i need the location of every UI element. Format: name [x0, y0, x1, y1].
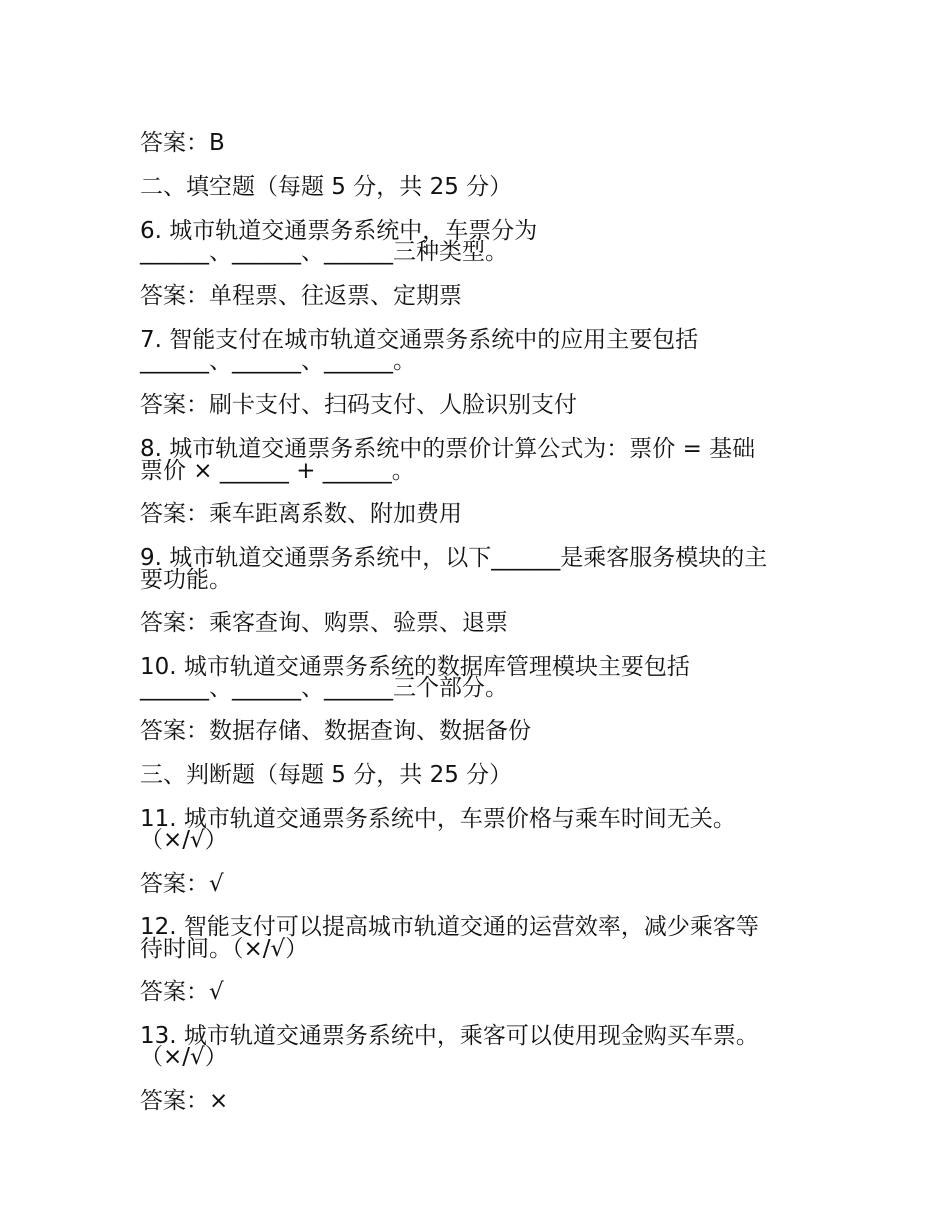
answer-line: 答案：B [140, 130, 225, 156]
answer-line: 答案：√ [140, 979, 224, 1005]
question-line: 7. 智能支付在城市轨道交通票务系统中的应用主要包括 [140, 327, 699, 353]
question-line: 6. 城市轨道交通票务系统中，车票分为 [140, 218, 538, 244]
question-line: 13. 城市轨道交通票务系统中，乘客可以使用现金购买车票。 [140, 1023, 759, 1049]
question-line: ______、______、______。 [140, 348, 416, 374]
question-line: （×/√） [140, 1044, 228, 1070]
question-line: 待时间。（×/√） [140, 936, 309, 962]
question-line: ______、______、______三种类型。 [140, 239, 508, 265]
answer-line: 答案：刷卡支付、扫码支付、人脸识别支付 [140, 392, 577, 418]
section-heading: 二、填空题（每题 5 分，共 25 分） [140, 174, 513, 200]
answer-line: 答案：× [140, 1088, 229, 1114]
answer-line: 答案：√ [140, 871, 224, 897]
question-line: 票价 × ______ + ______。 [140, 458, 415, 484]
question-line: 10. 城市轨道交通票务系统的数据库管理模块主要包括 [140, 654, 690, 680]
question-line: 要功能。 [140, 567, 232, 593]
question-line: 9. 城市轨道交通票务系统中，以下______是乘客服务模块的主 [140, 545, 768, 571]
answer-line: 答案：乘客查询、购票、验票、退票 [140, 610, 508, 636]
question-line: ______、______、______三个部分。 [140, 675, 508, 701]
question-line: 8. 城市轨道交通票务系统中的票价计算公式为：票价 = 基础 [140, 436, 756, 462]
answer-line: 答案：乘车距离系数、附加费用 [140, 501, 462, 527]
question-line: 12. 智能支付可以提高城市轨道交通的运营效率，减少乘客等 [140, 914, 759, 940]
answer-line: 答案：数据存储、数据查询、数据备份 [140, 718, 531, 744]
question-line: 11. 城市轨道交通票务系统中，车票价格与乘车时间无关。 [140, 806, 736, 832]
question-line: （×/√） [140, 827, 228, 853]
answer-line: 答案：单程票、往返票、定期票 [140, 283, 462, 309]
section-heading: 三、判断题（每题 5 分，共 25 分） [140, 762, 513, 788]
